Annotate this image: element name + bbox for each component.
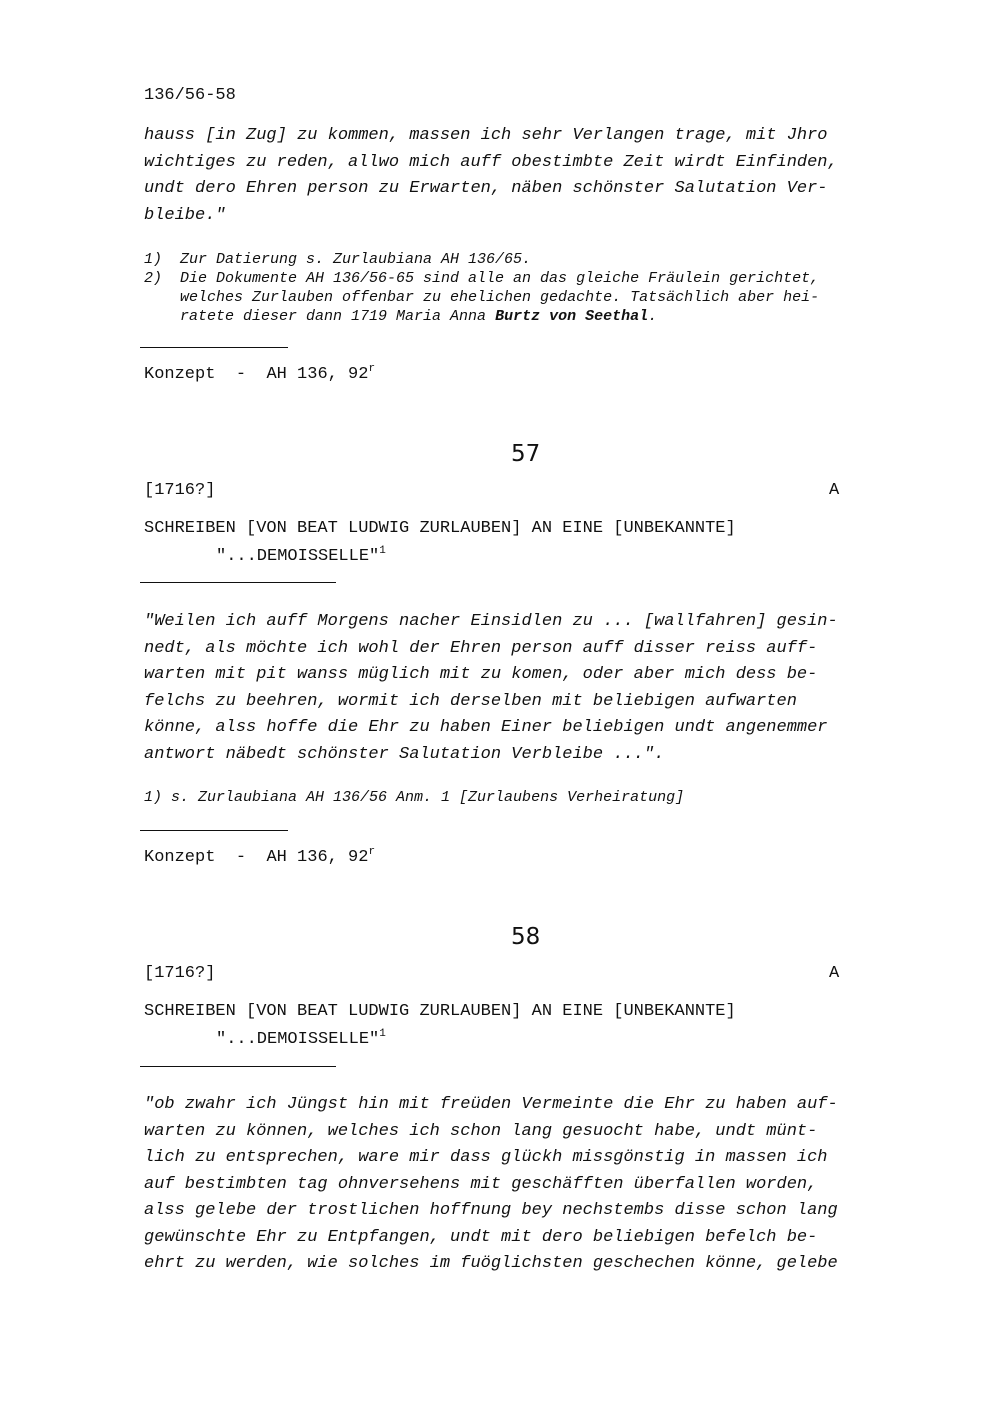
text-line: "Weilen ich auff Morgens nacher Einsidlen zu ... [wallfahren] gesin-: [144, 612, 838, 631]
continuation-footnotes: [144, 250, 819, 326]
text-line: hauss [in Zug] zu kommen, massen ich sehr Verlangen trage, mit Jhro: [144, 126, 828, 145]
language-marker: A: [829, 964, 840, 983]
text-line: nedt, als möchte ich wohl der Ehren person auff disser reiss auff-: [144, 638, 818, 658]
document-title: SCHREIBEN [VON BEAT LUDWIG ZURLAUBEN] AN EINE [UNBEKANNTE] "...DEMOISSELLE"$^1$: [144, 519, 736, 566]
footnote-2: 2) Die Dokumente AH 136/56-65 sind alle an das gleiche Fräulein gerichtet,: [144, 270, 820, 287]
document-number: 57: [511, 441, 541, 467]
divider: [140, 582, 336, 583]
text-line: warten mit pit wanss müglich mit zu komen, oder aber mich dess be-: [144, 665, 818, 684]
footnote: 1) s. Zurlaubiana AH 136/56 Anm. 1 [Zurlaubens Verheiratung]: [144, 789, 685, 806]
text-line: auf bestimbten tag ohnversehens mit geschäfften überfallen worden,: [144, 1174, 818, 1194]
source-line: Konzept - AH 136, 92$^r$: [144, 363, 376, 384]
text-line: wichtiges zu reden, allwo mich auff obestimbte Zeit wirdt Einfinden,: [144, 152, 838, 172]
footnote-2-continued: welches Zurlauben offenbar zu ehelichen gedachte. Tatsächlich aber hei-: [180, 289, 820, 306]
document-date: [1716?]: [144, 964, 216, 983]
document-title: SCHREIBEN [VON BEAT LUDWIG ZURLAUBEN] AN EINE [UNBEKANNTE] "...DEMOISSELLE"$^1$: [144, 1002, 736, 1049]
text-line: felchs zu beehren, wormit ich derselben mit beliebigen aufwarten: [144, 691, 797, 711]
name-highlight: Burtz von Seethal: [495, 308, 649, 325]
footnote-2-continued: ratete dieser dann 1719 Maria Anna Burtz von Seethal.: [180, 308, 658, 325]
text-line: könne, alss hoffe die Ehr zu haben Einer beliebigen undt angenemmer: [144, 718, 828, 737]
continuation-text: [144, 123, 838, 229]
text-line: lich zu entsprechen, ware mir dass glückh missgönstig in massen ich: [144, 1148, 828, 1167]
text-line: "ob zwahr ich Jüngst hin mit freüden Vermeinte die Ehr zu haben auf-: [144, 1095, 838, 1114]
divider: [140, 830, 288, 831]
document-number: 58: [511, 924, 541, 950]
source-line: Konzept - AH 136, 92$^r$: [144, 846, 376, 867]
letter-text: [144, 609, 838, 768]
language-marker: A: [829, 481, 840, 500]
page-reference: 136/56-58: [144, 86, 236, 105]
text-line: undt dero Ehren person zu Erwarten, näben schönster Salutation Ver-: [144, 179, 828, 198]
divider: [140, 1066, 336, 1067]
divider: [140, 347, 288, 348]
text-line: ehrt zu werden, wie solches im fuöglichsten geschechen könne, gelebe: [144, 1254, 838, 1273]
text-line: antwort näbedt schönster Salutation Verbleibe ...".: [144, 744, 665, 764]
footnote-1: 1) Zur Datierung s. Zurlaubiana AH 136/65.: [144, 251, 532, 268]
document-date: [1716?]: [144, 481, 216, 500]
text-line: bleibe.": [144, 205, 226, 225]
text-line: warten zu können, welches ich schon lang gesuocht habe, undt münt-: [144, 1121, 818, 1141]
letter-text: [144, 1092, 838, 1278]
text-line: alss gelebe der trostlichen hoffnung bey nechstembs disse schon lang: [144, 1201, 838, 1220]
text-line: gewünschte Ehr zu Entpfangen, undt mit dero beliebigen befelch be-: [144, 1227, 818, 1247]
